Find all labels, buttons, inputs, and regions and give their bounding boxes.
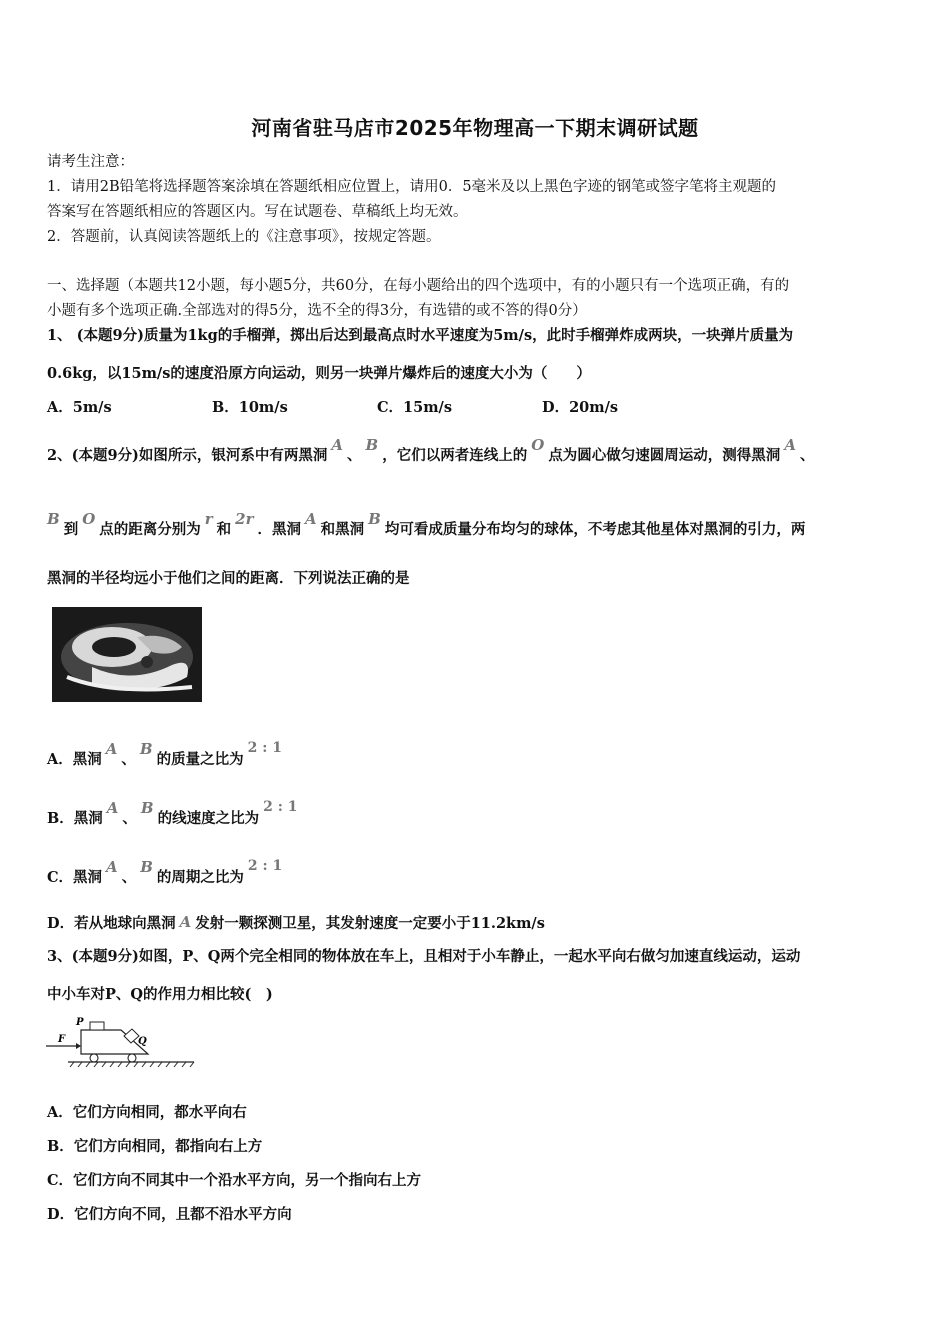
var-b: B xyxy=(140,858,153,876)
q2-option-a xyxy=(47,740,282,769)
ratio: 2 : 1 xyxy=(263,799,298,815)
var-b: B xyxy=(140,799,154,817)
option-text: C．黑洞 xyxy=(47,869,103,886)
label-p: P xyxy=(76,1017,84,1028)
q3-option-b: B．它们方向相同，都指向右上方 xyxy=(47,1138,263,1155)
q2-text: ．黑洞 xyxy=(257,521,302,538)
option-text: 的线速度之比为 xyxy=(157,810,260,827)
wheel-left xyxy=(90,1054,98,1062)
option-text: 、 xyxy=(121,751,136,768)
var-a: A xyxy=(106,858,118,876)
var-a: A xyxy=(105,740,118,758)
q2-text: 到 xyxy=(63,521,79,538)
q2-text: 均可看成质量分布均匀的球体，不考虑其他星体对黑洞的引力，两 xyxy=(384,521,806,538)
var-b: B xyxy=(139,740,153,758)
black-hole-image xyxy=(52,607,202,702)
q2-text: 、 xyxy=(799,447,815,464)
option-text: 的质量之比为 xyxy=(156,751,244,768)
option-text: 、 xyxy=(121,869,137,886)
q2-line-3: 黑洞的半径均远小于他们之间的距离．下列说法正确的是 xyxy=(47,570,410,587)
q2-text: 和黑洞 xyxy=(320,521,365,538)
q2-text: 和 xyxy=(216,521,232,538)
q3-option-a: A．它们方向相同，都水平向右 xyxy=(47,1104,247,1121)
notice-line-2: 2．答题前，认真阅读答题纸上的《注意事项》，按规定答题。 xyxy=(47,229,441,245)
var-b: B xyxy=(365,436,379,454)
q1-option-c: C．15m/s xyxy=(377,399,453,416)
q2-line-2 xyxy=(47,510,806,539)
ratio: 2 : 1 xyxy=(247,858,283,874)
block-p xyxy=(90,1022,104,1030)
q3-option-c: C．它们方向不同其中一个沿水平方向，另一个指向右上方 xyxy=(47,1172,422,1189)
var-a: A xyxy=(305,510,317,528)
q2-text: ，它们以两者连线上的 xyxy=(382,447,528,464)
q1-line-1: 1、 (本题9分)质量为1kg的手榴弹，掷出后达到最高点时水平速度为5m/s，此时手榴弹炸成两块，一块弹片质量为 xyxy=(47,327,794,344)
option-text: B．黑洞 xyxy=(47,810,103,827)
q3-line-2: 中小车对P、Q的作用力相比较( ) xyxy=(47,986,273,1003)
option-text: D．若从地球向黑洞 xyxy=(47,915,176,932)
var-o: O xyxy=(531,436,545,454)
q3-option-d: D．它们方向不同，且都不沿水平方向 xyxy=(47,1206,292,1223)
q2-option-b xyxy=(47,799,298,828)
option-text: 的周期之比为 xyxy=(156,869,244,886)
var-o: O xyxy=(82,510,96,528)
option-text: 发射一颗探测卫星，其发射速度一定要小于11.2km/s xyxy=(195,915,545,932)
var-a: A xyxy=(179,913,192,931)
label-q: Q xyxy=(138,1036,147,1047)
section-line-1: 一、选择题（本题共12小题，每小题5分，共60分，在每小题给出的四个选项中，有的小题只有一个选项正确，有的 xyxy=(47,278,790,294)
wheel-right xyxy=(128,1054,136,1062)
label-f: F xyxy=(58,1034,66,1045)
black-hole-illustration xyxy=(52,607,202,702)
cart-diagram xyxy=(46,1014,196,1070)
var-b: B xyxy=(47,510,60,528)
option-text: 、 xyxy=(122,810,137,827)
var-a: A xyxy=(106,799,119,817)
notice-heading: 请考生注意： xyxy=(47,154,134,170)
q1-option-b: B．10m/s xyxy=(212,399,288,416)
q2-option-d xyxy=(47,914,545,933)
var-r: r xyxy=(204,510,213,528)
ground xyxy=(68,1062,194,1067)
q2-line-1 xyxy=(47,436,815,465)
var-a: A xyxy=(331,436,344,454)
section-line-2: 小题有多个选项正确.全部选对的得5分，选不全的得3分，有选错的或不答的得0分） xyxy=(47,303,587,319)
notice-line-1: 1．请用2B铅笔将选择题答案涂填在答题纸相应位置上，请用0．5毫米及以上黑色字迹的钢笔或签字笔将主观题的 xyxy=(47,179,777,195)
q2-text: 、 xyxy=(347,447,362,464)
q2-text: 点的距离分别为 xyxy=(99,521,201,538)
q1-option-d: D．20m/s xyxy=(542,399,619,416)
ratio: 2 : 1 xyxy=(247,740,282,756)
q3-line-1: 3、(本题9分)如图，P、Q两个完全相同的物体放在车上，且相对于小车静止，一起水平向右做匀加速直线运动，运动 xyxy=(47,948,801,965)
var-a: A xyxy=(784,436,796,454)
page-title: 河南省驻马店市2025年物理高一下期末调研试题 xyxy=(251,116,699,140)
q2-text: 2、(本题9分)如图所示，银河系中有两黑洞 xyxy=(47,447,328,464)
q1-line-2: 0.6kg，以15m/s的速度沿原方向运动，则另一块弹片爆炸后的速度大小为（ ） xyxy=(47,365,591,382)
var-b: B xyxy=(368,510,381,528)
q2-option-c xyxy=(47,858,283,887)
notice-line-1b: 答案写在答题纸相应的答题区内。写在试题卷、草稿纸上均无效。 xyxy=(47,204,468,220)
var-2r: 2r xyxy=(235,510,254,528)
q2-text: 点为圆心做匀速圆周运动，测得黑洞 xyxy=(548,447,781,464)
option-text: A．黑洞 xyxy=(47,751,102,768)
q1-option-a: A．5m/s xyxy=(47,399,112,416)
